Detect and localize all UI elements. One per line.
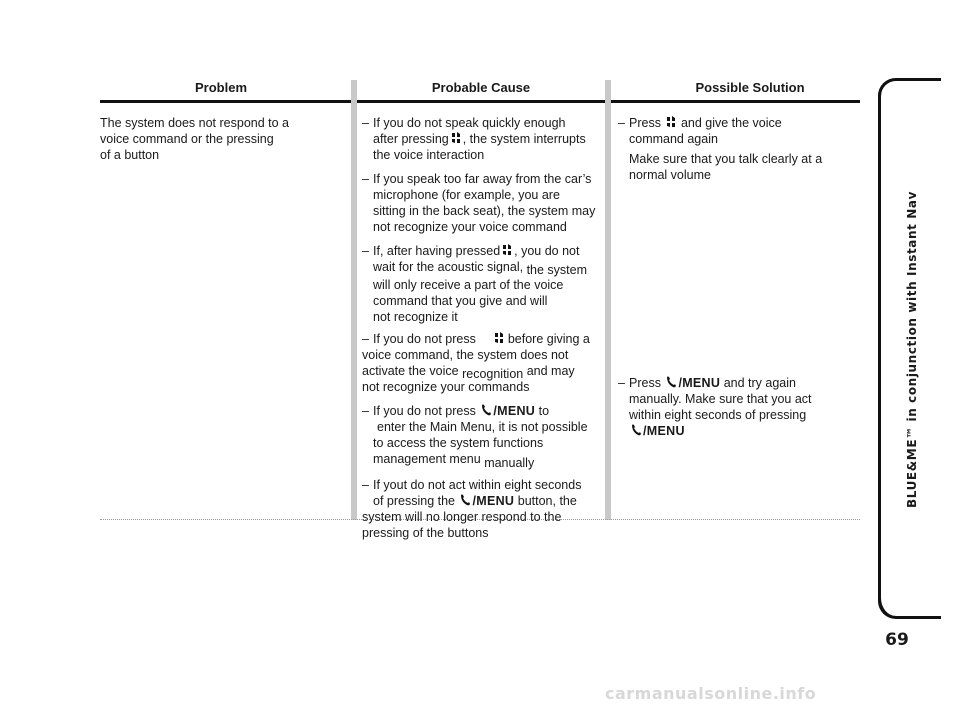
solution-column xyxy=(618,115,858,438)
sidebar-section-title: BLUE&ME™ in conjunction with Instant Nav xyxy=(905,190,919,508)
cause-item: – If you speak too far away from the car’s microphone (for example, you are sitting in the back seat), the system may not recognize your voice command xyxy=(362,172,596,234)
solution-item: – Press and give the voice command again Make sure that you talk clearly at a normal volume xyxy=(618,116,823,182)
header-rule xyxy=(100,100,860,103)
cause-item: – If, after having pressed , you do not wait for the acoustic signal, the system will only receive a part of the voice command that you give and will not recognize it xyxy=(362,244,587,324)
solution-item: – Press /MENU and try again manually. Make sure that you act within eight seconds of pressing /MENU xyxy=(618,376,812,438)
voice-button-icon xyxy=(451,132,461,144)
voice-button-icon xyxy=(494,332,504,344)
column-divider-2 xyxy=(605,80,611,520)
header-probable-cause: Probable Cause xyxy=(431,80,531,95)
cause-item: – If you do not press before giving a voice command, the system does not activate the voice recognition and may not recognize your commands xyxy=(362,332,590,394)
cause-column xyxy=(362,115,602,541)
problem-column xyxy=(100,115,340,163)
problem-line: voice command or the pressing xyxy=(100,132,274,146)
voice-button-icon xyxy=(502,244,512,256)
phone-menu-icon xyxy=(460,494,470,506)
cause-item: – If yout do not act within eight seconds of pressing the /MENU button, the system will no longer respond to the pressing of the buttons xyxy=(362,478,582,540)
header-problem: Problem xyxy=(194,80,247,95)
watermark: carmanualsonline.info xyxy=(605,684,817,703)
voice-button-icon xyxy=(666,116,676,128)
problem-line: of a button xyxy=(100,148,160,162)
phone-menu-icon xyxy=(481,404,491,416)
phone-menu-icon xyxy=(631,424,641,436)
cause-item: – If you do not speak quickly enough after pressing , the system interrupts the voice interaction xyxy=(362,116,586,162)
phone-menu-icon xyxy=(666,376,676,388)
cause-item: – If you do not press /MENU to enter the Main Menu, it is not possible to access the system functions management menu manually xyxy=(362,404,588,470)
column-divider-1 xyxy=(351,80,357,520)
sidebar-frame-bottom xyxy=(878,596,941,619)
header-possible-solution: Possible Solution xyxy=(695,80,805,95)
page-number: 69 xyxy=(885,630,909,650)
problem-line: The system does not respond to a xyxy=(100,116,289,130)
